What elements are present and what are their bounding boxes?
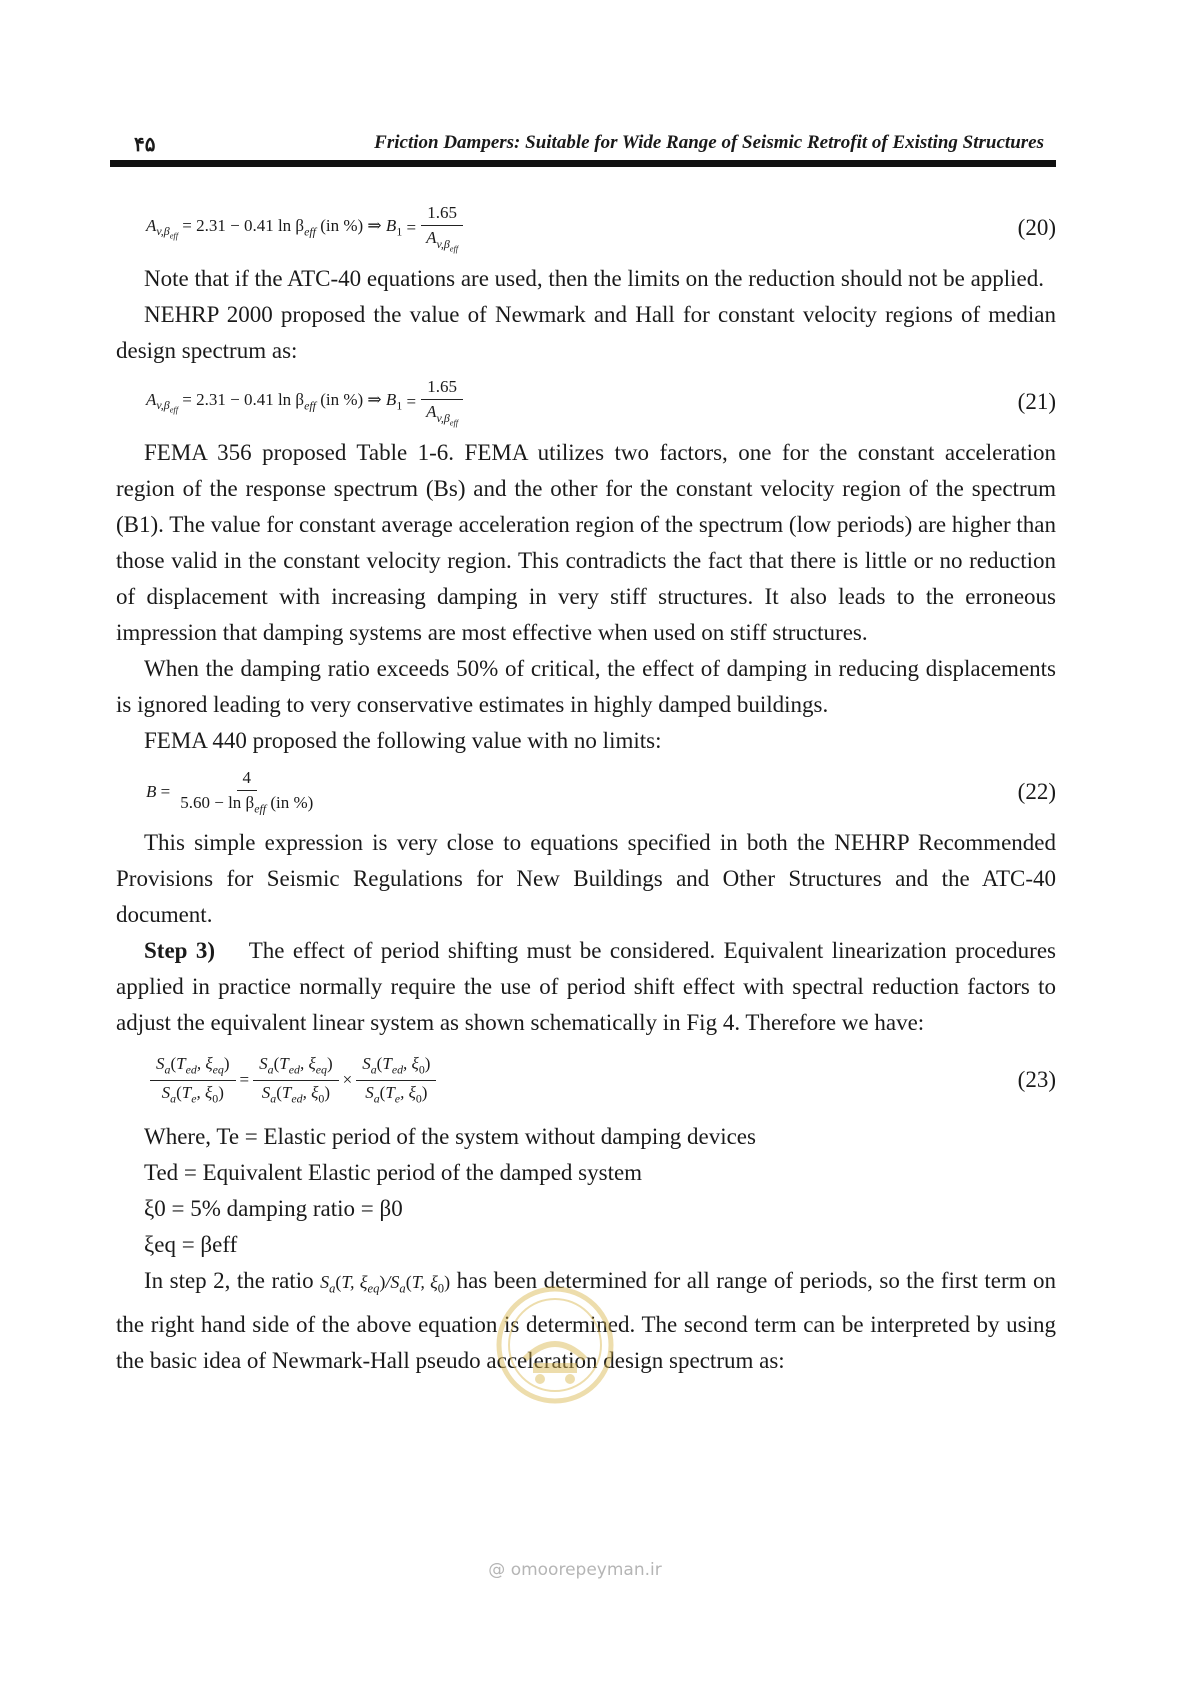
equation-22-numerator: 4	[237, 768, 258, 791]
equation-21-number: (21)	[1017, 389, 1056, 414]
paragraph-fema-356: FEMA 356 proposed Table 1-6. FEMA utilizes two factors, one for the constant acceleration region of the response spectrum (Bs) and the other for the constant velocity region of the spectrum (B1). The value for constant average acceleration region of the spectrum (low periods) are higher than those valid in the constant velocity region. This contradicts the fact that there is little or no reduction of displacement with increasing damping in very stiff structures. It also leads to the erroneous impression that damping systems are most effective when used on stiff structures.	[116, 440, 1056, 645]
equation-22-expression: B = $\frac{4}{5.60 - \ln \beta_{eff} (in \%)}$	[146, 767, 314, 816]
equation-20	[116, 199, 1056, 257]
definition-xieq: ξeq = βeff	[144, 1232, 238, 1257]
paragraph-step-3	[116, 933, 1056, 1041]
paragraph-atc40-note: Note that if the ATC-40 equations are used, then the limits on the reduction should not be applied.	[144, 266, 1045, 291]
watermark-text: @ omoorepeyman.ir	[488, 1560, 662, 1580]
paragraph-damping-ratio: When the damping ratio exceeds 50% of critical, the effect of damping in reducing displacements is ignored leading to very conservative estimates in highly damped buildings.	[116, 656, 1056, 717]
equation-22-denominator: 5.60 − ln β	[180, 792, 255, 812]
definition-te: Where, Te = Elastic period of the system without damping devices	[144, 1124, 756, 1149]
running-title: Friction Dampers: Suitable for Wide Range of Seismic Retrofit of Existing Structures	[374, 132, 1044, 153]
watermark-seal-icon	[495, 1285, 615, 1405]
paragraph-simple-expression: This simple expression is very close to equations specified in both the NEHRP Recommended Provisions for Seismic Regulations for New Buildings and Other Structures and the ATC-40 document.	[116, 830, 1056, 927]
equation-21	[116, 373, 1056, 431]
equation-23-expression: $\frac{S_a(T_{ed}, \xi_{eq})}{S_a(T_e, \xi_0)}$ = $\frac{S_a(T_{ed}, \xi_{eq})}{S_a(T_{ed}, \xi_0)}$ × $\frac{S_a(T_{ed}, \xi_0)}{S_a(T_e, \xi_0)}$	[146, 1045, 440, 1115]
equation-20-expression: $A_{v,\beta_{eff}}$ = 2.31 − 0.41 $\ln \beta_{eff}$ (in %) ⇒ $B_1$ = $\frac{1.65}{A_{v,\beta_{eff}}}$	[146, 199, 468, 257]
equation-20-number: (20)	[1017, 215, 1056, 240]
equation-21-expression: $A_{v,\beta_{eff}}$ = 2.31 − 0.41 $\ln \beta_{eff}$ (in %) ⇒ $B_1$ = $\frac{1.65}{A_{v,\beta_{eff}}}$	[146, 373, 468, 431]
paragraph-step-2-ratio: In step 2, the ratio $S_a(T$, $\xi_{eq})/S_a(T$, $\xi_0$) has been determined for all range of periods, so the first term on the right hand side of the above equation is determined. The second term can be interpreted by using the basic idea of Newmark-Hall pseudo acceleration design spectrum as:	[116, 1268, 1057, 1373]
page-body	[116, 195, 1056, 1379]
step-3-text: The effect of period shifting must be considered. Equivalent linearization procedures applied in practice normally require the use of period shift effect with spectral reduction factors to adjust the equivalent linear system as shown schematically in Fig 4. Therefore we have:	[116, 938, 1056, 1035]
equation-23-number: (23)	[1017, 1067, 1056, 1092]
page-number: ۴۵	[134, 134, 156, 156]
equation-22	[116, 763, 1056, 821]
equation-22-number: (22)	[1017, 779, 1056, 804]
page-header	[110, 128, 1056, 158]
definition-ted: Ted = Equivalent Elastic period of the damped system	[144, 1160, 643, 1185]
definition-xi0: ξ0 = 5% damping ratio = β0	[144, 1196, 403, 1221]
step-2-text-start: In step 2, the ratio	[144, 1268, 314, 1293]
paragraph-fema-440: FEMA 440 proposed the following value with no limits:	[144, 728, 662, 753]
header-rule	[110, 160, 1056, 167]
step-3-label: Step 3)	[144, 938, 216, 963]
equation-20-numerator: 1.65	[421, 203, 463, 226]
step-2-text-end: has been determined for all range of periods, so the first term on the right hand side of the above equation is determined. The second term can be interpreted by using the basic idea of Newmark-Hall pseudo acceleration design spectrum as:	[116, 1268, 1057, 1373]
equation-21-numerator: 1.65	[421, 377, 463, 400]
equation-23	[116, 1045, 1056, 1115]
paragraph-nehrp-2000: NEHRP 2000 proposed the value of Newmark and Hall for constant velocity regions of median design spectrum as:	[116, 302, 1056, 363]
